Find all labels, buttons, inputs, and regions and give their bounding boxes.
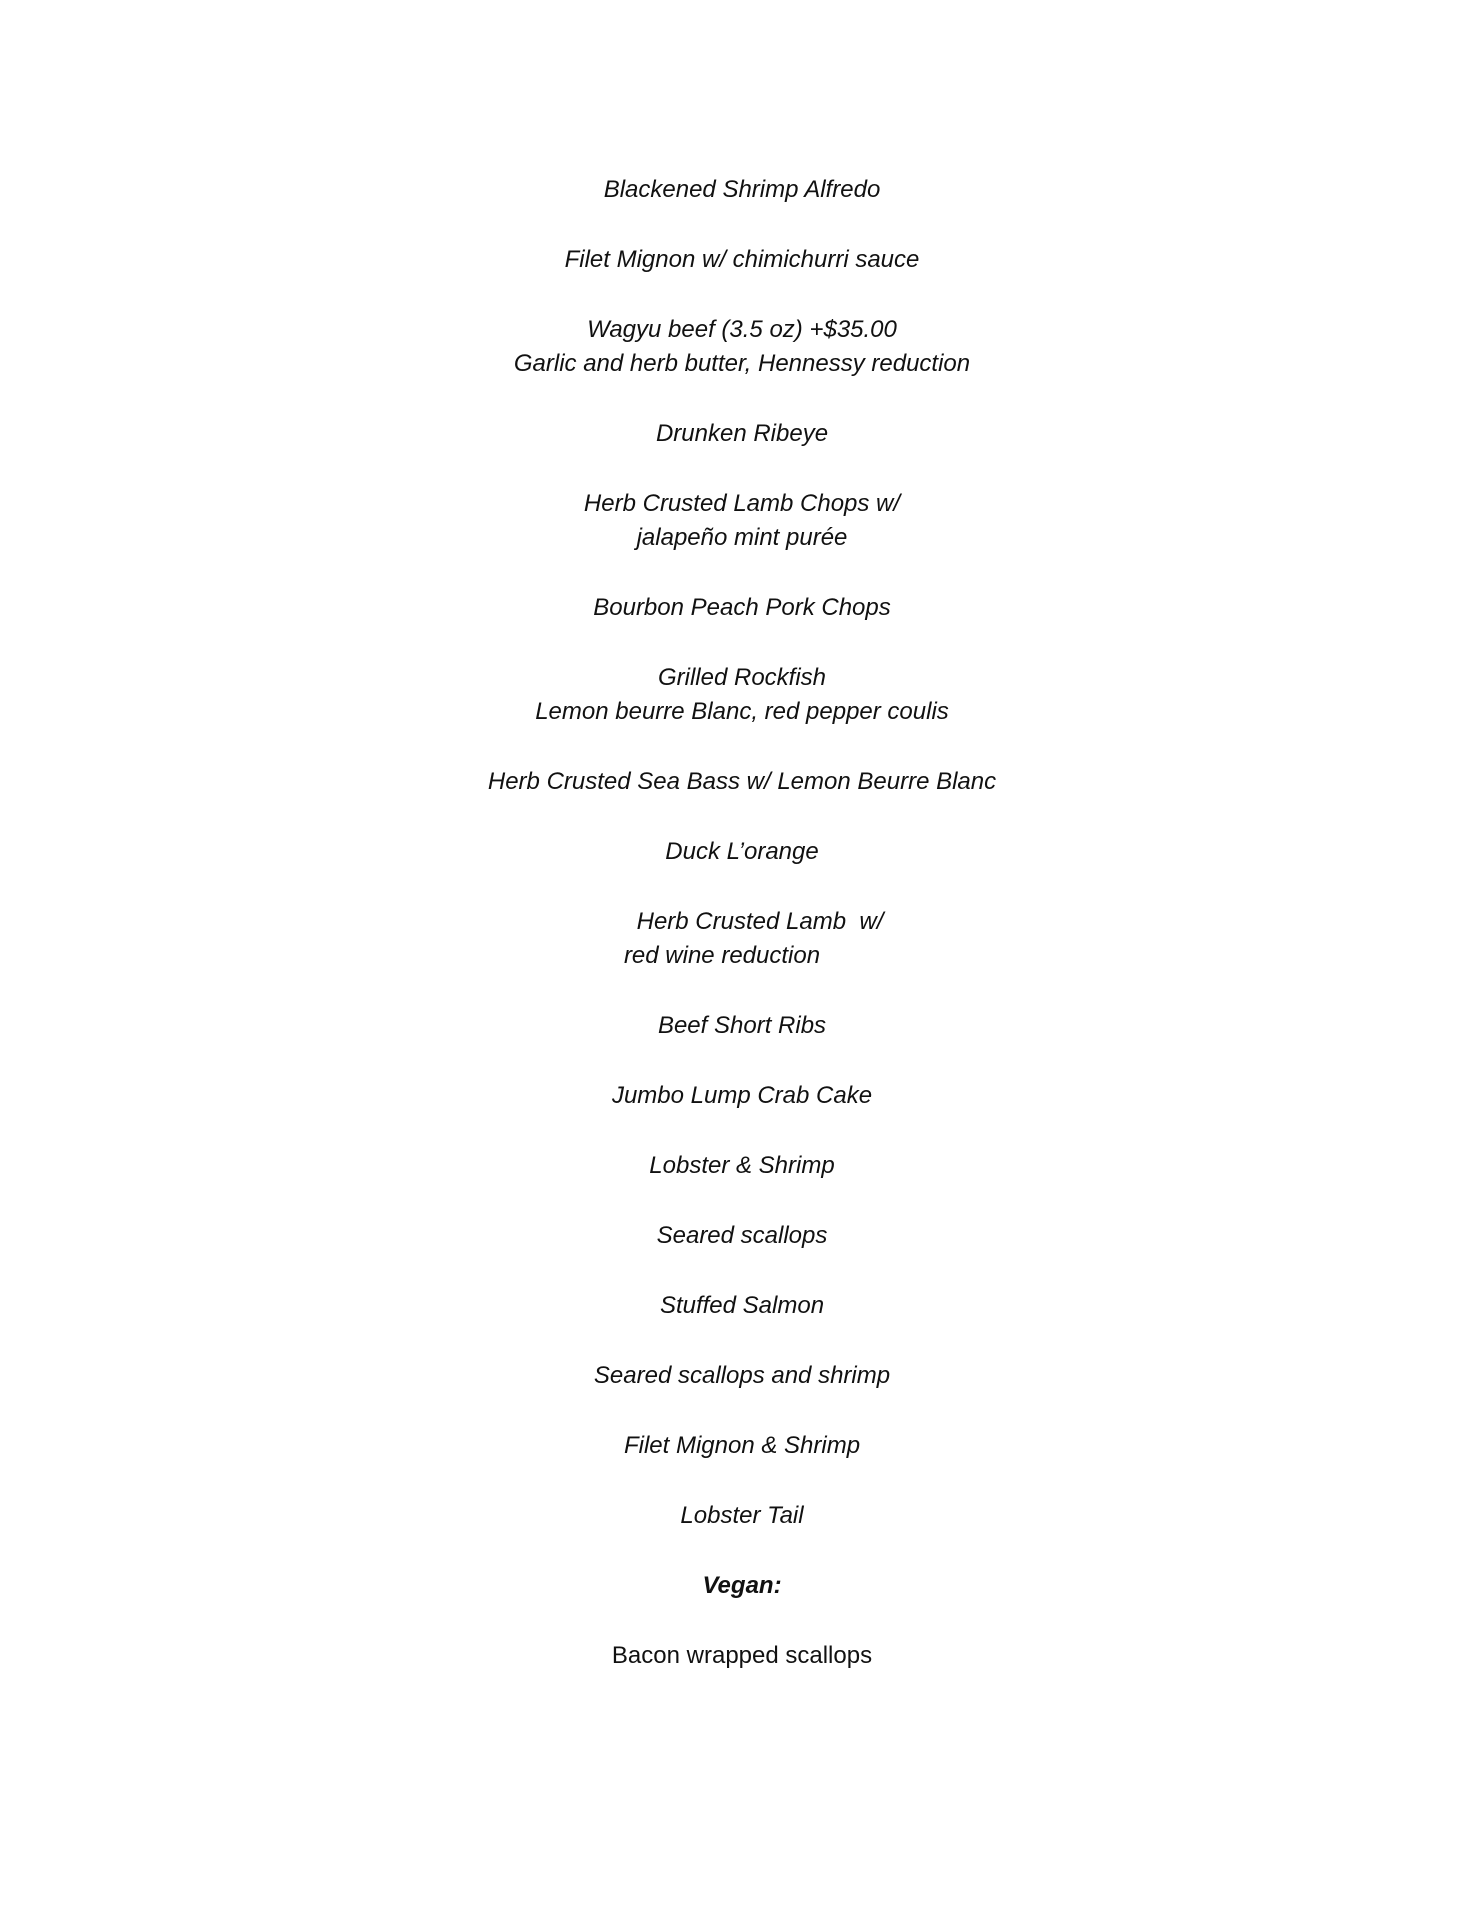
menu-item-wagyu-beef-description: Garlic and herb butter, Hennessy reduction bbox=[513, 350, 971, 377]
menu-item-wagyu-beef: Wagyu beef (3.5 oz) +$35.00 bbox=[587, 316, 897, 343]
menu-item-grilled-rockfish-description: Lemon beurre Blanc, red pepper coulis bbox=[535, 698, 949, 725]
menu-item-jumbo-lump-crab-cake: Jumbo Lump Crab Cake bbox=[611, 1082, 873, 1109]
menu-item-filet-mignon-and-shrimp: Filet Mignon & Shrimp bbox=[623, 1432, 861, 1459]
menu-item-lobster-and-shrimp: Lobster & Shrimp bbox=[649, 1152, 835, 1179]
menu-item-seared-scallops: Seared scallops bbox=[656, 1222, 828, 1249]
vegan-heading: Vegan: bbox=[702, 1572, 782, 1599]
menu-item-blackened-shrimp-alfredo: Blackened Shrimp Alfredo bbox=[603, 176, 881, 203]
menu-item-lobster-tail: Lobster Tail bbox=[680, 1502, 804, 1529]
menu-item-herb-crusted-lamb-chops: Herb Crusted Lamb Chops w/ bbox=[583, 490, 901, 517]
menu-item-grilled-rockfish: Grilled Rockfish bbox=[657, 664, 827, 691]
menu-item-herb-crusted-sea-bass: Herb Crusted Sea Bass w/ Lemon Beurre Blanc bbox=[487, 768, 997, 795]
menu-item-drunken-ribeye: Drunken Ribeye bbox=[655, 420, 829, 447]
menu-item-herb-crusted-lamb-description: red wine reduction bbox=[623, 942, 821, 969]
menu-item-stuffed-salmon: Stuffed Salmon bbox=[659, 1292, 825, 1319]
menu-item-herb-crusted-lamb-chops-description: jalapeño mint purée bbox=[636, 524, 848, 551]
menu-item-bourbon-peach-pork-chops: Bourbon Peach Pork Chops bbox=[593, 594, 891, 621]
menu-item-duck-lorange: Duck L’orange bbox=[665, 838, 819, 865]
menu-item-seared-scallops-and-shrimp: Seared scallops and shrimp bbox=[593, 1362, 891, 1389]
menu-item-herb-crusted-lamb: Herb Crusted Lamb w/ bbox=[636, 908, 884, 935]
vegan-item-bacon-wrapped-scallops: Bacon wrapped scallops bbox=[611, 1642, 873, 1669]
menu-item-beef-short-ribs: Beef Short Ribs bbox=[657, 1012, 827, 1039]
menu-item-filet-mignon-chimichurri: Filet Mignon w/ chimichurri sauce bbox=[564, 246, 920, 273]
